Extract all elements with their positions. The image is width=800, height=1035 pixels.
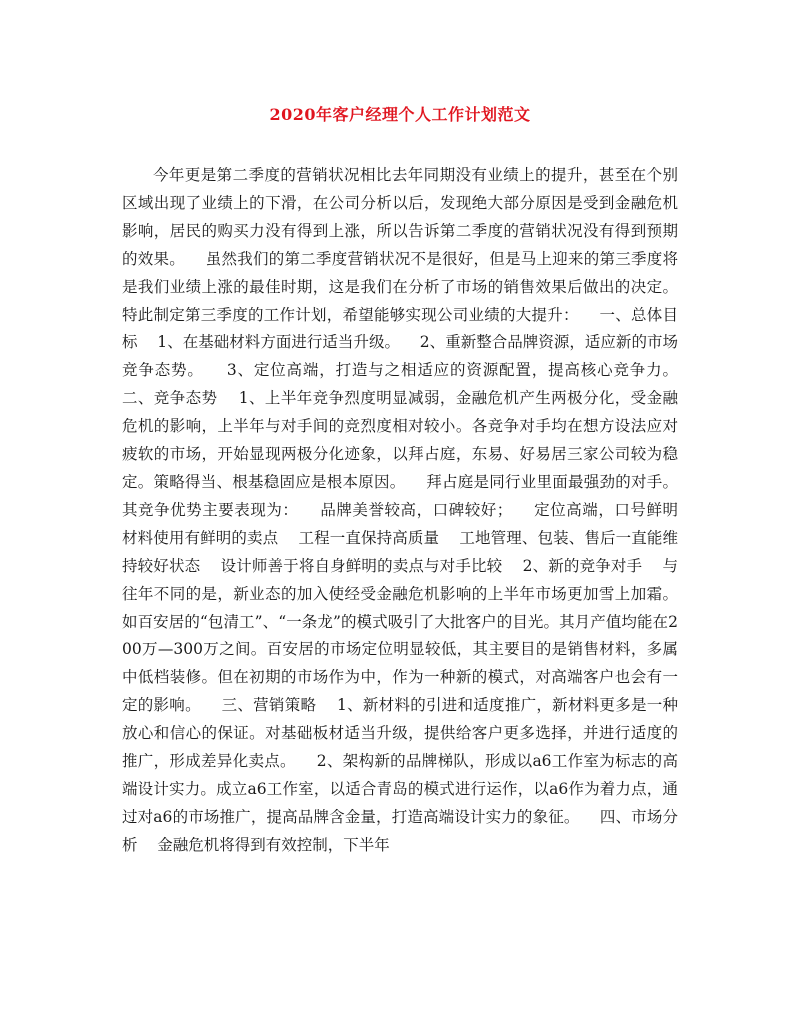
document-title: 2020年客户经理个人工作计划范文 (269, 105, 531, 124)
document-body: 今年更是第二季度的营销状况相比去年同期没有业绩上的提升，甚至在个别区域出现了业绩上的下滑，在公司分析以后，发现绝大部分原因是受到金融危机影响，居民的购买力没有得到上涨，所以告诉第二季度的营销状况没有得到预期的效果。 虽然我们的第二季度营销状况不是很好，但是马上迎来的第三季度将是我们业绩上涨的最佳时期，这是我们在分析了市场的销售效果后做出的决定。特此制定第三季度的工作计划，希望能够实现公司业绩的大提升： 一、总体目标 1、在基础材料方面进行适当升级。 2、重新整合品牌资源，适应新的市场竞争态势。 3、定位高端，打造与之相适应的资源配置，提高核心竞争力。 二、竞争态势 1、上半年竞争烈度明显减弱，金融危机产生两极分化，受金融危机的影响，上半年与对手间的竞烈度相对较小。各竞争对手均在想方设法应对 疲软的市场，开始显现两极分化迹象，以拜占庭，东易、好易居三家公司较为稳定。策略得当、根基稳固应是根本原因。 拜占庭是同行业里面最强劲的对手。其竞争优势主要表现为： 品牌美誉较高，口碑较好； 定位高端，口号鲜明 材料使用有鲜明的卖点 工程一直保持高质量 工地管理、包装、售后一直能维持较好状态 设计师善于将自身鲜明的卖点与对手比较 2、新的竞争对手 与往年不同的是，新业态的加入使经受金融危机影响的上半年市场更加雪上加霜。如百安居的“包清工”、“一条龙”的模式吸引了大批客户的目光。其月产值均能在200万—300万之间。百安居的市场定位明显较低，其主要目的是销售材料，多属中低档装修。但在初期的市场作为中，作为一种新的模式，对高端客户也会有一定的影响。 三、营销策略 1、新材料的引进和适度推广，新材料更多是一种放心和信心的保证。对基础板材适当升级，提供给客户更多选择，并进行适度的推广，形成差异化卖点。 2、架构新的品牌梯队，形成以a6工作室为标志的高端设计实力。成立a6工作室，以适合青岛的模式进行运作，以a6作为着力点，通过对a6的市场推广，提高品牌含金量，打造高端设计实力的象征。 四、市场分析 金融危机将得到有效控制，下半年 (122, 166, 698, 854)
